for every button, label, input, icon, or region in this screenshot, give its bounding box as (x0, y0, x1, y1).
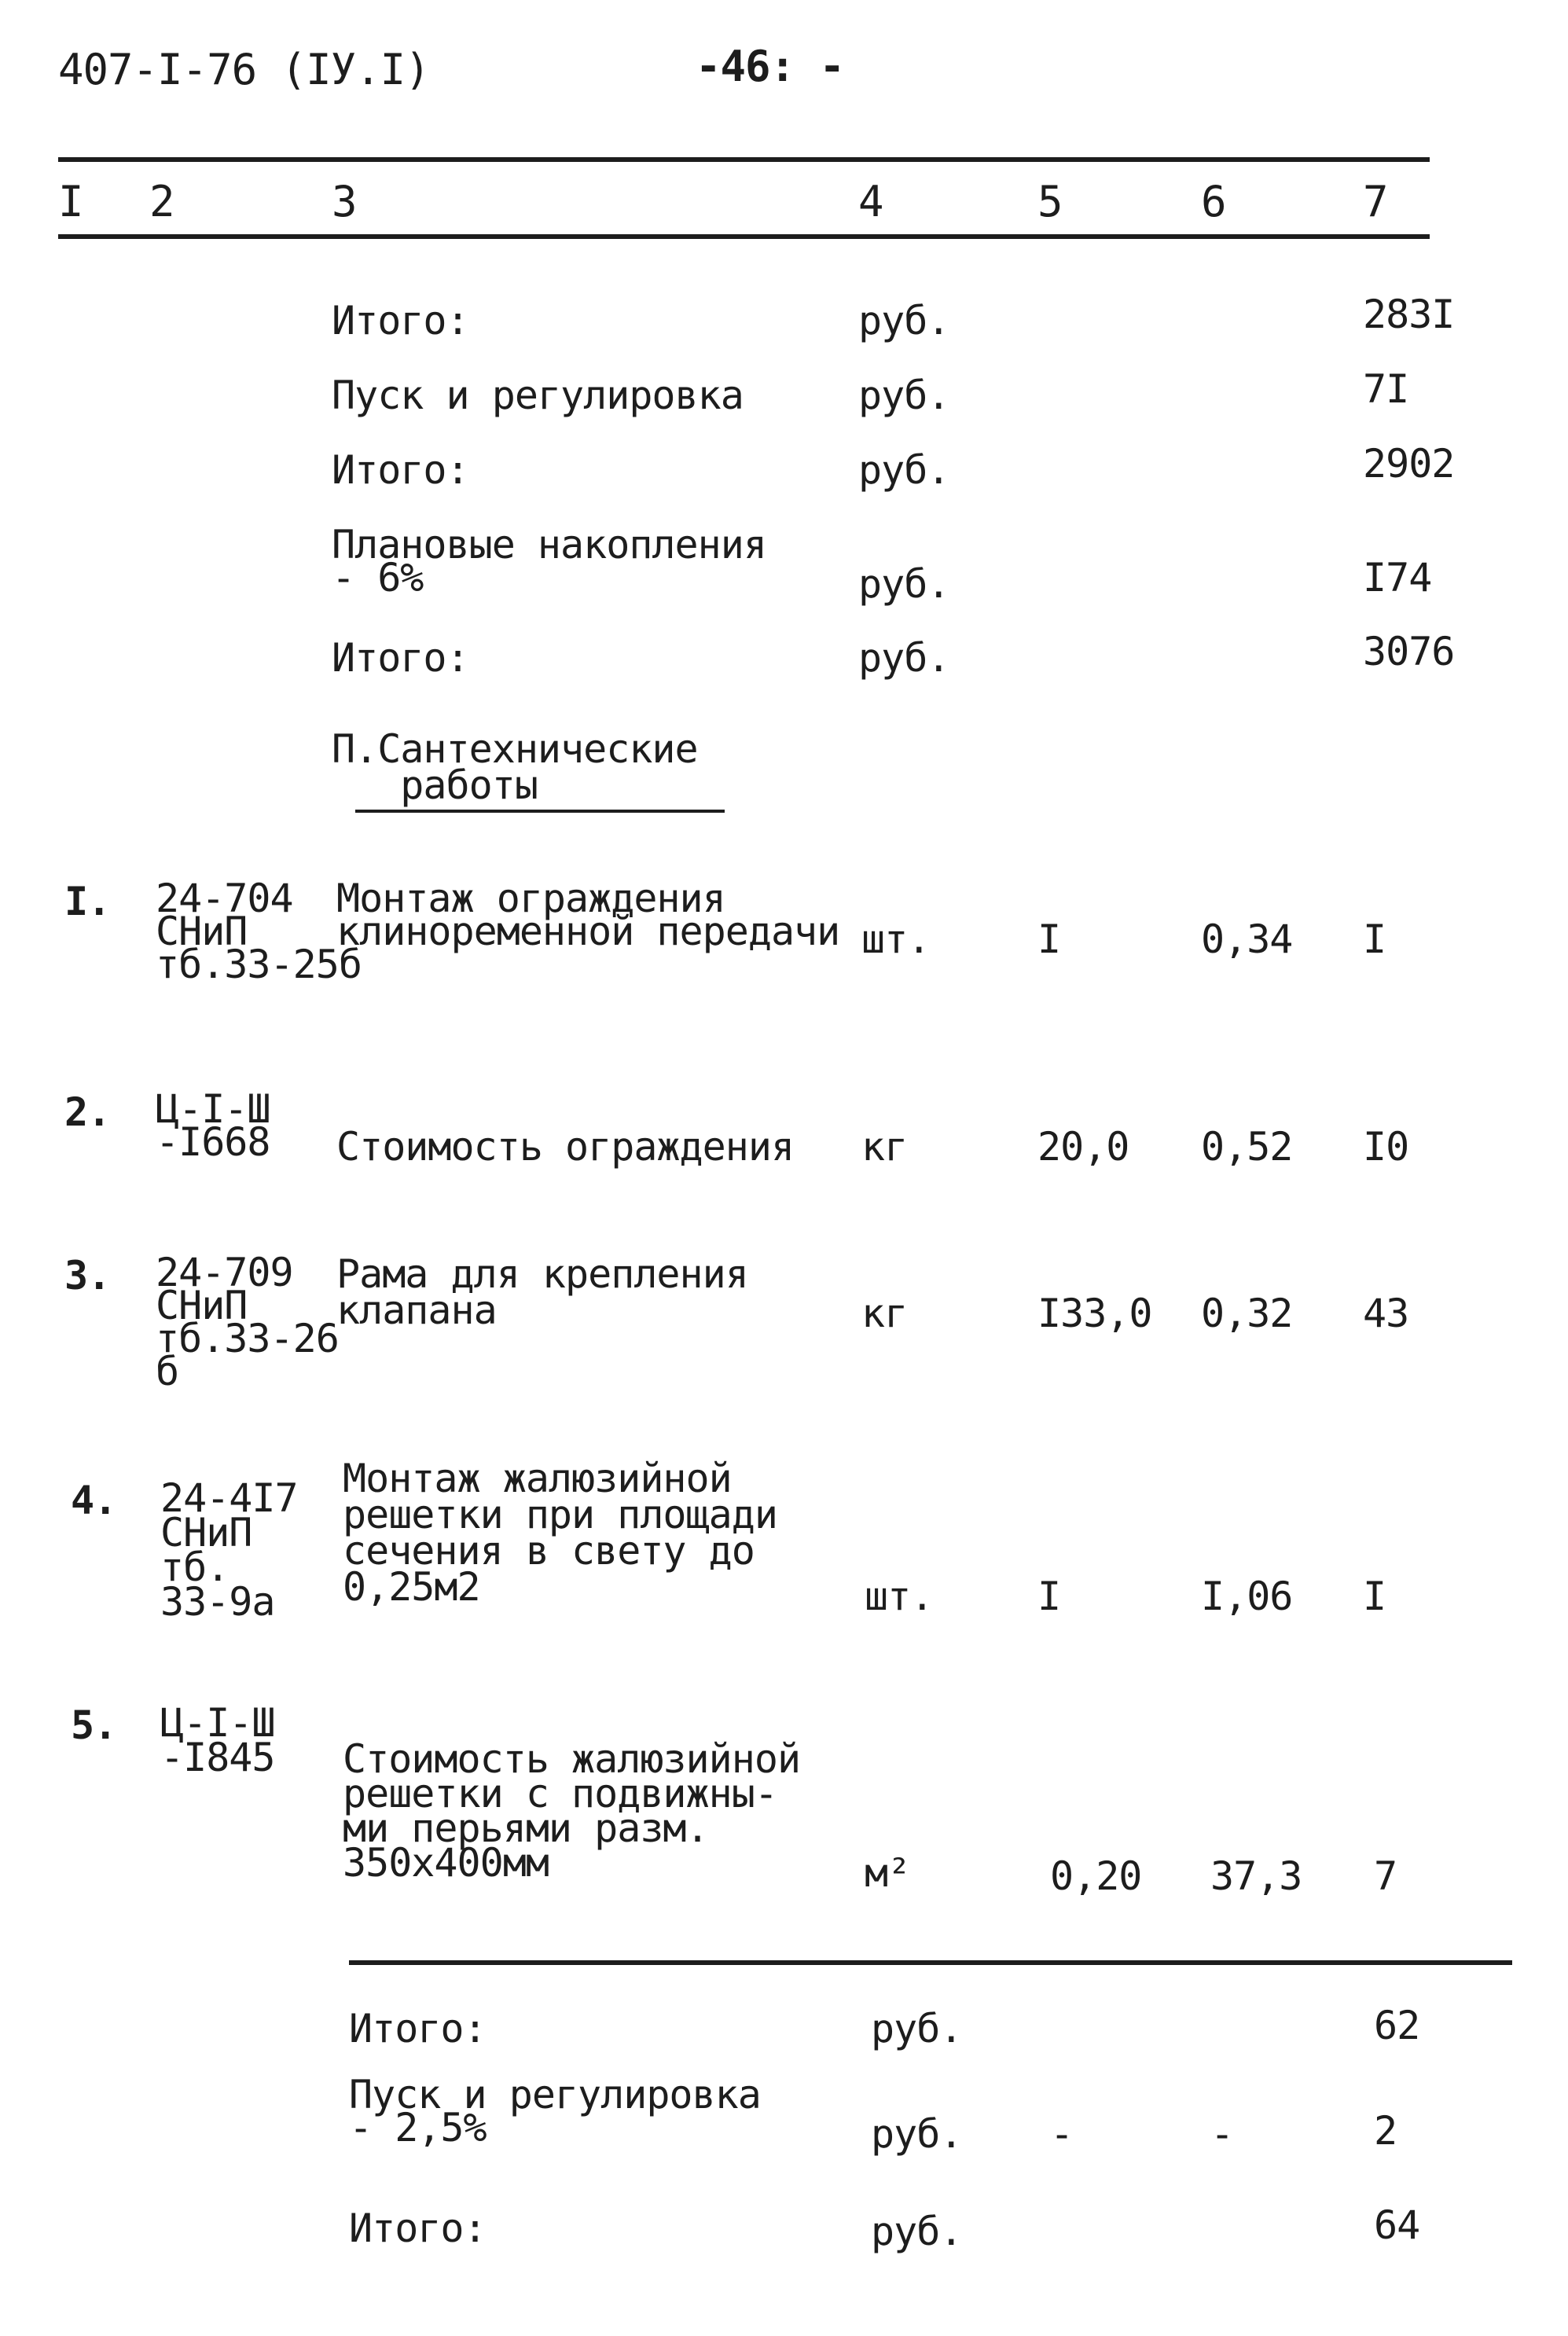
section-title: П.Сантехнические работы (332, 726, 698, 808)
row-name: Монтаж жалюзийной решетки при площади сечения в свету до 0,25м2 (343, 1456, 777, 1610)
row-price: I,06 (1201, 1574, 1293, 1619)
column-header-4: 4 (858, 177, 883, 226)
section2-startup-qty: - (1050, 2111, 1074, 2157)
section2-final-unit: руб. (871, 2209, 963, 2254)
column-header-1: I (58, 177, 83, 226)
column-header-5: 5 (1037, 177, 1063, 226)
column-header-6: 6 (1201, 177, 1226, 226)
section-title-underline (355, 810, 725, 813)
row-code: Ц-I-Ш -I845 (160, 1700, 275, 1780)
row-price: 0,32 (1201, 1291, 1293, 1336)
section1-subtotal-label: Итого: (332, 447, 469, 493)
row-name: Рама для крепления клапана (336, 1251, 748, 1333)
table-header-rule (58, 234, 1430, 239)
section2-totals-rule (349, 1960, 1512, 1965)
row-unit: кг (861, 1124, 908, 1170)
row-total: I (1363, 916, 1386, 962)
row-total: I0 (1363, 1124, 1409, 1170)
row-total: I (1363, 1574, 1386, 1619)
column-header-7: 7 (1363, 177, 1388, 226)
section2-startup-label: Пуск и регулировка - 2,5% (349, 2072, 761, 2151)
section1-startup-value: 7I (1363, 366, 1409, 412)
section1-final-value: 3076 (1363, 629, 1455, 674)
section1-subtotal-value: 2902 (1363, 441, 1455, 487)
row-unit: шт. (865, 1574, 934, 1619)
row-price: 37,3 (1210, 1853, 1302, 1899)
row-quantity: I (1037, 1574, 1061, 1619)
row-code: Ц-I-Ш -I668 (156, 1086, 270, 1165)
section1-planned-unit: руб. (858, 561, 950, 607)
row-name: Монтаж ограждения клиноременной передачи (336, 876, 840, 954)
section2-total-value: 62 (1374, 2003, 1420, 2048)
row-number: I. (64, 879, 111, 924)
section2-startup-value: 2 (1374, 2108, 1397, 2154)
section2-startup-price: - (1210, 2111, 1234, 2157)
row-quantity: I33,0 (1037, 1291, 1152, 1336)
section1-total-value: 283I (1363, 292, 1455, 337)
section1-planned-label: Плановые накопления - 6% (332, 522, 766, 601)
section2-startup-unit: руб. (871, 2111, 963, 2157)
document-code: 407-I-76 (IУ.I) (58, 45, 430, 94)
row-quantity: 20,0 (1037, 1124, 1129, 1170)
section1-final-label: Итого: (332, 635, 469, 681)
column-header-3: 3 (332, 177, 357, 226)
section1-startup-label: Пуск и регулировка (332, 373, 744, 418)
page-number: -46: - (696, 42, 845, 91)
row-number: 5. (71, 1702, 117, 1748)
row-number: 2. (64, 1089, 111, 1135)
row-code: 24-709 СНиП тб.33-26 б (156, 1250, 339, 1394)
row-quantity: I (1037, 916, 1061, 962)
column-header-2: 2 (149, 177, 174, 226)
row-unit: кг (861, 1291, 908, 1336)
row-total: 7 (1374, 1853, 1397, 1899)
row-total: 43 (1363, 1291, 1409, 1336)
row-number: 4. (71, 1478, 117, 1523)
row-code: 24-704 СНиП тб.33-25б (156, 876, 362, 987)
row-quantity: 0,20 (1050, 1853, 1142, 1899)
row-price: 0,52 (1201, 1124, 1293, 1170)
section1-total-label: Итого: (332, 298, 469, 343)
section2-total-label: Итого: (349, 2006, 487, 2051)
section1-subtotal-unit: руб. (858, 447, 950, 493)
row-name: Стоимость жалюзийной решетки с подвижны- ми перьями разм. 350х400мм (343, 1736, 801, 1886)
row-name: Стоимость ограждения (336, 1124, 795, 1170)
section1-planned-value: I74 (1363, 555, 1432, 601)
section2-total-unit: руб. (871, 2006, 963, 2051)
section1-startup-unit: руб. (858, 373, 950, 418)
row-unit: м² (865, 1850, 911, 1896)
row-code: 24-4I7 СНиП тб. 33-9а (160, 1475, 298, 1625)
section1-total-unit: руб. (858, 298, 950, 343)
table-top-rule (58, 157, 1430, 162)
section2-final-value: 64 (1374, 2202, 1420, 2248)
section2-final-label: Итого: (349, 2206, 487, 2251)
section1-final-unit: руб. (858, 635, 950, 681)
row-number: 3. (64, 1253, 111, 1298)
row-price: 0,34 (1201, 916, 1293, 962)
row-unit: шт. (861, 916, 931, 962)
